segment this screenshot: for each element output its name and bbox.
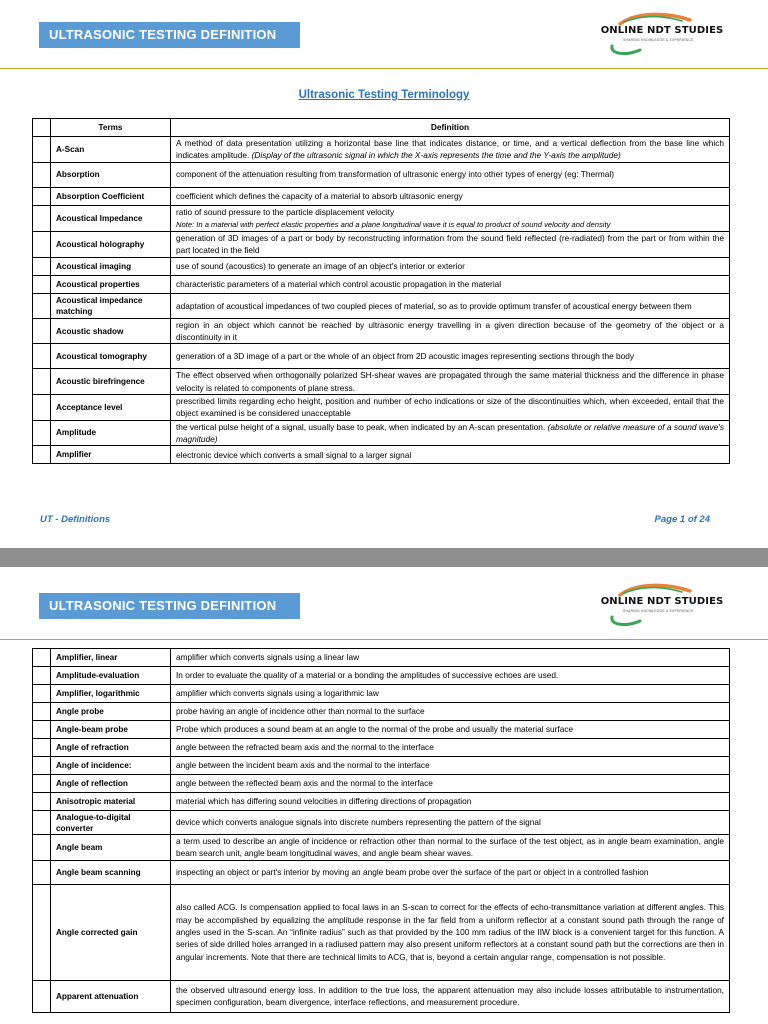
blank-cell bbox=[33, 835, 51, 861]
section-title-bar: ULTRASONIC TESTING DEFINITION bbox=[39, 22, 300, 48]
definition-cell bbox=[171, 394, 730, 420]
definition-text: use of sound (acoustics) to generate an image of an object's interior or exterior bbox=[176, 261, 465, 272]
table-row bbox=[33, 703, 730, 721]
term-cell: Acoustical holography bbox=[51, 232, 171, 258]
definition-cell bbox=[171, 137, 730, 163]
terminology-table bbox=[32, 118, 730, 464]
table-row bbox=[33, 793, 730, 811]
definition-cell: In order to evaluate the quality of a material or a bonding the amplitudes of successive echoes are used. bbox=[171, 667, 730, 685]
document-page-2 bbox=[0, 567, 768, 1024]
table-row bbox=[33, 980, 730, 1012]
term-cell: Angle of incidence: bbox=[51, 757, 171, 775]
table-row bbox=[33, 205, 730, 232]
table-row bbox=[33, 232, 730, 258]
table-row bbox=[33, 446, 730, 464]
definition-cell: material which has differing sound velocities in differing directions of propagation bbox=[171, 793, 730, 811]
term-cell: Angle beam scanning bbox=[51, 860, 171, 884]
definition-text: coefficient which defines the capacity of a material to absorb ultrasonic energy bbox=[176, 190, 463, 201]
col-header-terms: Terms bbox=[51, 119, 171, 137]
definition-note: (absolute or relative measure of a sound wave's magnitude) bbox=[176, 421, 725, 444]
blank-cell bbox=[33, 162, 51, 187]
definition-text: electronic device which converts a small signal to a larger signal bbox=[176, 449, 412, 460]
definition-cell: also called ACG. Is compensation applied to focal laws in an S-scan to correct for the effects of echo-transmittance variation at different angles. This may be accomplished by equalizing the amplitude response in the far field from a uniform reflector at a constant sound path through the range of angles used in the S-scan. An “infinite radius” such as that provided by the 100 mm radius of the IIW block is a convenient target for this function. A series of side drilled holes arranged in a radiused pattern may also present uniform reflectors at a constant sound path but the corrections are then in angular increments. Note that there are technical limits to ACG, that is, beyond a certain angular range, compensation is not possible. bbox=[171, 884, 730, 980]
blank-cell bbox=[33, 667, 51, 685]
term-cell: Acceptance level bbox=[51, 394, 171, 420]
table-row bbox=[33, 811, 730, 835]
blank-cell bbox=[33, 137, 51, 163]
definition-text: prescribed limits regarding echo height, position and number of echo indications or size of the discontinuities which, when exceeded, entail that the object examined is be considered unacceptable bbox=[176, 395, 724, 419]
definition-cell bbox=[171, 205, 730, 232]
definition-cell: angle between the incident beam axis and the normal to the interface bbox=[171, 757, 730, 775]
definition-note: Note: In a material with perfect elastic properties and a plane longitudinal wave it is equal to product of sound velocity and density bbox=[176, 219, 611, 229]
term-cell: Angle beam bbox=[51, 835, 171, 861]
term-cell: Acoustical tomography bbox=[51, 344, 171, 369]
table-row bbox=[33, 344, 730, 369]
table-row bbox=[33, 420, 730, 446]
table-row bbox=[33, 775, 730, 793]
definition-text: generation of a 3D image of a part or the whole of an object from 2D acoustic images representing sections through the body bbox=[176, 351, 634, 362]
blank-cell bbox=[33, 119, 51, 137]
blank-cell bbox=[33, 205, 51, 232]
blank-cell bbox=[33, 739, 51, 757]
definition-cell bbox=[171, 257, 730, 275]
logo-tagline: SHARING KNOWLEDGE & EXPERIENCE bbox=[623, 609, 694, 613]
header-rule bbox=[0, 68, 768, 69]
definition-note: (Display of the ultrasonic signal in which the X-axis represents the time and the Y-axis the amplitude) bbox=[251, 150, 621, 161]
col-header-definition: Definition bbox=[171, 119, 730, 137]
term-cell: Angle-beam probe bbox=[51, 721, 171, 739]
footer-left: UT - Definitions bbox=[40, 514, 111, 525]
blank-cell bbox=[33, 394, 51, 420]
definition-cell bbox=[171, 275, 730, 293]
table-row bbox=[33, 187, 730, 205]
term-cell: Absorption bbox=[51, 162, 171, 187]
blank-cell bbox=[33, 721, 51, 739]
blank-cell bbox=[33, 187, 51, 205]
term-cell: Acoustic shadow bbox=[51, 318, 171, 344]
blank-cell bbox=[33, 275, 51, 293]
definition-cell bbox=[171, 187, 730, 205]
blank-cell bbox=[33, 793, 51, 811]
table-row bbox=[33, 860, 730, 884]
table-row bbox=[33, 275, 730, 293]
term-cell: Angle of reflection bbox=[51, 775, 171, 793]
term-cell: Acoustical properties bbox=[51, 275, 171, 293]
terminology-table-2 bbox=[32, 648, 730, 1013]
definition-cell: angle between the reflected beam axis and the normal to the interface bbox=[171, 775, 730, 793]
logo-name: ONLINE NDT STUDIES bbox=[600, 25, 724, 36]
logo-name: ONLINE NDT STUDIES bbox=[600, 596, 724, 607]
term-cell: Acoustic birefringence bbox=[51, 369, 171, 395]
section-title-bar-2: ULTRASONIC TESTING DEFINITION bbox=[39, 593, 300, 619]
definition-text: A method of data presentation utilizing a horizontal base line that indicates distance, or time, and a vertical deflection from the base line which indicates amplitude. bbox=[176, 138, 724, 161]
definition-cell bbox=[171, 232, 730, 258]
definition-cell: device which converts analogue signals into discrete numbers representing the pattern of the signal bbox=[171, 811, 730, 835]
blank-cell bbox=[33, 685, 51, 703]
definition-text: component of the attenuation resulting from transformation of ultrasonic energy into other types of energy (eg: Thermal) bbox=[176, 169, 614, 180]
term-cell: Angle corrected gain bbox=[51, 884, 171, 980]
definition-cell: probe having an angle of incidence other than normal to the surface bbox=[171, 703, 730, 721]
term-cell: Acoustical Impedance bbox=[51, 205, 171, 232]
blank-cell bbox=[33, 257, 51, 275]
term-cell: Amplitude-evaluation bbox=[51, 667, 171, 685]
blank-cell bbox=[33, 420, 51, 446]
table-row bbox=[33, 884, 730, 980]
term-cell: Amplifier, logarithmic bbox=[51, 685, 171, 703]
logo-tagline: SHARING KNOWLEDGE & EXPERIENCE bbox=[623, 38, 694, 42]
table-row bbox=[33, 137, 730, 163]
table-header-row bbox=[33, 119, 730, 137]
table-row bbox=[33, 649, 730, 667]
header-rule-2 bbox=[0, 639, 768, 640]
footer-page-number: Page 1 of 24 bbox=[654, 514, 710, 525]
table-row bbox=[33, 293, 730, 318]
definition-cell bbox=[171, 369, 730, 395]
term-cell: Acoustical imaging bbox=[51, 257, 171, 275]
table-row bbox=[33, 394, 730, 420]
term-cell: Acoustical impedance matching bbox=[51, 293, 171, 318]
table-row bbox=[33, 369, 730, 395]
definition-cell: inspecting an object or part's interior by moving an angle beam probe over the surface of the part or object in a controlled fashion bbox=[171, 860, 730, 884]
blank-cell bbox=[33, 860, 51, 884]
term-cell: Amplifier, linear bbox=[51, 649, 171, 667]
definition-cell: a term used to describe an angle of incidence or refraction other than normal to the surface of the test object, as in angle beam examination, angle beam search unit, angle beam longitudinal waves, and angle beam shear waves. bbox=[171, 835, 730, 861]
blank-cell bbox=[33, 344, 51, 369]
definition-text: generation of 3D images of a part or body by reconstructing information from the sound field reflected (re-radiated) from the part or from within the part located in the field bbox=[176, 233, 724, 256]
definition-text: ratio of sound pressure to the particle displacement velocity bbox=[176, 206, 395, 217]
online-ndt-logo bbox=[596, 12, 728, 58]
online-ndt-logo-2 bbox=[596, 583, 728, 629]
blank-cell bbox=[33, 293, 51, 318]
definition-cell bbox=[171, 420, 730, 446]
table-row bbox=[33, 685, 730, 703]
definition-cell bbox=[171, 344, 730, 369]
table-row bbox=[33, 835, 730, 861]
term-cell: A-Scan bbox=[51, 137, 171, 163]
term-cell: Apparent attenuation bbox=[51, 980, 171, 1012]
table-row bbox=[33, 257, 730, 275]
definition-text: The effect observed when orthogonally polarized SH-shear waves are propagated through the same material thickness and the difference in phase velocity is related to components of plane stress. bbox=[176, 370, 724, 393]
definition-text: characteristic parameters of a material which control acoustic propagation in the material bbox=[176, 279, 502, 290]
blank-cell bbox=[33, 703, 51, 721]
definition-cell: amplifier which converts signals using a linear law bbox=[171, 649, 730, 667]
definition-cell bbox=[171, 318, 730, 344]
term-cell: Amplifier bbox=[51, 446, 171, 464]
definition-cell bbox=[171, 293, 730, 318]
definition-text: the vertical pulse height of a signal, usually base to peak, when indicated by an A-scan presentation. bbox=[176, 421, 546, 432]
table-row bbox=[33, 667, 730, 685]
table-row bbox=[33, 162, 730, 187]
table-row bbox=[33, 757, 730, 775]
blank-cell bbox=[33, 369, 51, 395]
blank-cell bbox=[33, 980, 51, 1012]
blank-cell bbox=[33, 757, 51, 775]
blank-cell bbox=[33, 446, 51, 464]
definition-cell: angle between the refracted beam axis and the normal to the interface bbox=[171, 739, 730, 757]
table-row bbox=[33, 739, 730, 757]
term-cell: Amplitude bbox=[51, 420, 171, 446]
definition-cell: the observed ultrasound energy loss. In addition to the true loss, the apparent attenuation may also include losses attributable to instrumentation, specimen configuration, beam divergence, interface reflections, and measurement procedure. bbox=[171, 980, 730, 1012]
table-row bbox=[33, 318, 730, 344]
term-cell: Angle of refraction bbox=[51, 739, 171, 757]
definition-text: region in an object which cannot be reached by ultrasonic energy travelling in a given direction because of the geometry of the object or a discontinuity in it bbox=[176, 319, 724, 343]
blank-cell bbox=[33, 775, 51, 793]
blank-cell bbox=[33, 811, 51, 835]
definition-cell bbox=[171, 446, 730, 464]
blank-cell bbox=[33, 318, 51, 344]
definition-cell bbox=[171, 162, 730, 187]
term-cell: Angle probe bbox=[51, 703, 171, 721]
term-cell: Analogue-to-digital converter bbox=[51, 811, 171, 835]
doc-title: Ultrasonic Testing Terminology bbox=[298, 89, 470, 101]
definition-cell: amplifier which converts signals using a logarithmic law bbox=[171, 685, 730, 703]
definition-cell: Probe which produces a sound beam at an angle to the normal of the probe and usually the material surface bbox=[171, 721, 730, 739]
blank-cell bbox=[33, 884, 51, 980]
definition-text: adaptation of acoustical impedances of two coupled pieces of material, so as to provide optimum transfer of acoustical energy between them bbox=[176, 300, 692, 311]
table-row bbox=[33, 721, 730, 739]
term-cell: Absorption Coefficient bbox=[51, 187, 171, 205]
blank-cell bbox=[33, 649, 51, 667]
blank-cell bbox=[33, 232, 51, 258]
term-cell: Anisotropic material bbox=[51, 793, 171, 811]
